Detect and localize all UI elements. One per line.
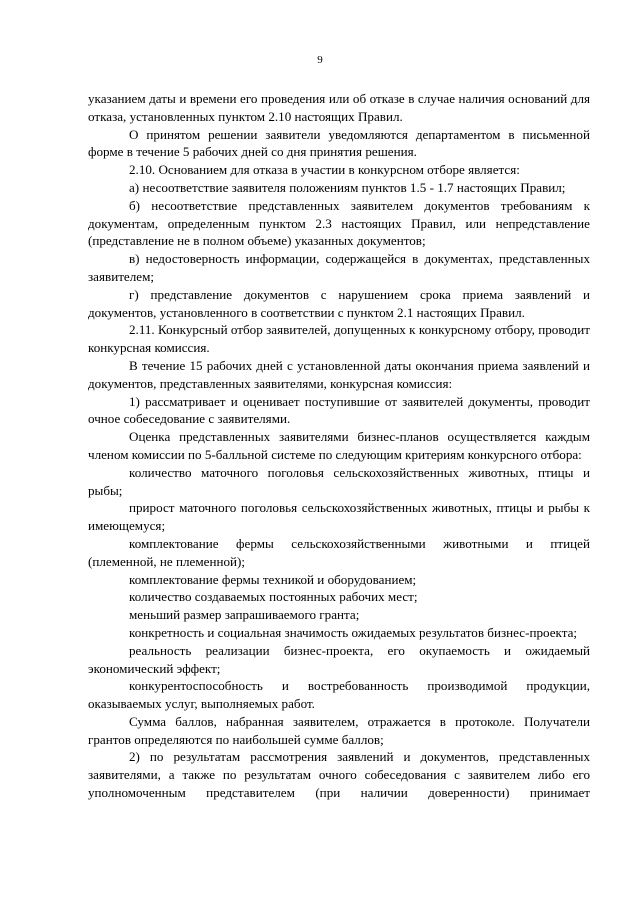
paragraph: О принятом решении заявители уведомляются департаментом в письменной форме в течение 5 рабочих дней со дня принятия решения. — [88, 126, 590, 160]
paragraph: конкурентоспособность и востребованность производимой продукции, оказываемых услуг, выполняемых работ. — [88, 678, 590, 712]
paragraph: комплектование фермы техникой и оборудованием; — [129, 571, 417, 587]
page-number: 9 — [317, 54, 323, 66]
paragraph: комплектование фермы сельскохозяйственными животными и птицей (племенной, не племенной); — [88, 535, 590, 569]
paragraph: б) несоответствие представленных заявителем документов требованиям к документам, определенным пунктом 2.3 настоящих Правил, или непредставление (представление не в полном объеме) указанных документов; — [88, 197, 590, 249]
paragraph: 2) по результатам рассмотрения заявлений и документов, представленных заявителями, а также по результатам очного собеседования с заявителем либо его уполномоченным представителем (при наличии доверенности) принимает — [88, 749, 590, 801]
paragraph: г) представление документов с нарушением срока приема заявлений и документов, установленного в соответствии с пунктом 2.1 настоящих Правил. — [88, 286, 590, 320]
text-body — [88, 90, 590, 802]
paragraph: количество создаваемых постоянных рабочих мест; — [129, 589, 418, 605]
paragraph: конкретность и социальная значимость ожидаемых результатов бизнес-проекта; — [129, 624, 578, 640]
paragraph: 1) рассматривает и оценивает поступившие от заявителей документы, проводит очное собеседование с заявителями. — [88, 393, 590, 427]
paragraph: количество маточного поголовья сельскохозяйственных животных, птицы и рыбы; — [88, 464, 590, 498]
paragraph: указанием даты и времени его проведения или об отказе в случае наличия оснований для отказа, установленных пунктом 2.10 настоящих Правил. — [88, 91, 590, 124]
paragraph: в) недостоверность информации, содержащейся в документах, представленных заявителем; — [88, 251, 590, 284]
paragraph: а) несоответствие заявителя положениям пунктов 1.5 - 1.7 настоящих Правил; — [129, 179, 566, 195]
paragraph: 2.11. Конкурсный отбор заявителей, допущенных к конкурсному отбору, проводит конкурсная комиссия. — [88, 322, 590, 356]
paragraph: Сумма баллов, набранная заявителем, отражается в протоколе. Получатели грантов определяются по наибольшей сумме баллов; — [88, 713, 590, 747]
paragraph: реальность реализации бизнес-проекта, его окупаемость и ожидаемый экономический эффект; — [88, 642, 590, 676]
paragraph: меньший размер запрашиваемого гранта; — [129, 607, 360, 623]
paragraph: прирост маточного поголовья сельскохозяйственных животных, птицы и рыбы к имеющемуся; — [88, 500, 590, 534]
paragraph: Оценка представленных заявителями бизнес-планов осуществляется каждым членом комиссии по 5-балльной системе по следующим критериям конкурсного отбора: — [88, 429, 590, 462]
paragraph: В течение 15 рабочих дней с установленной даты окончания приема заявлений и документов, представленных заявителями, конкурсная комиссия: — [88, 357, 590, 391]
paragraph: 2.10. Основанием для отказа в участии в конкурсном отборе является: — [129, 162, 520, 178]
